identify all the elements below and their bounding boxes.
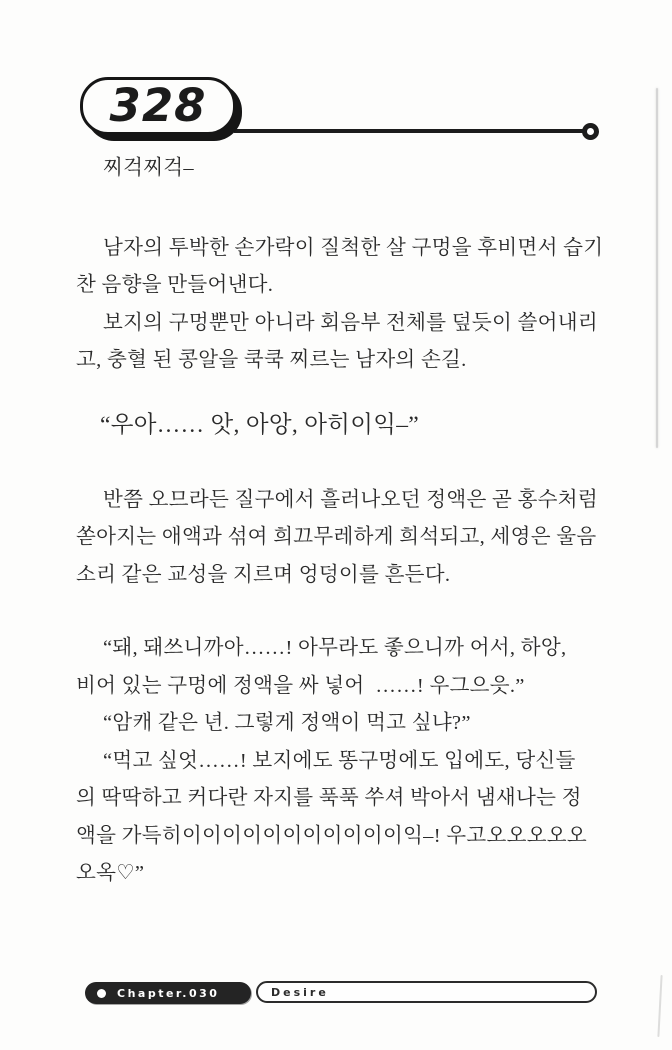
scan-artifact [657,975,662,1037]
dialogue-line: 오옥♡” [76,862,145,884]
paragraph-line: 쏟아지는 애액과 섞여 희끄무레하게 희석되고, 세영은 울음 [76,526,597,548]
body-text [76,150,616,893]
paragraph-line: 보지의 구멍뿐만 아니라 회음부 전체를 덮듯이 쓸어내리 [103,311,598,334]
dialogue-line: “먹고 싶엇……! 보지에도 똥구멍에도 입에도, 당신들 [103,749,576,772]
bullet-dot-icon [97,989,106,998]
dialogue-line: “우아…… 앗, 아앙, 아히이익–” [100,411,419,438]
dialogue-line: 액을 가득히이이이이이이이이이이이익–! 우고오오오오오 [76,824,587,847]
paragraph-line: 남자의 투박한 손가락이 질척한 살 구멍을 후비면서 습기 [103,236,604,259]
page-number-badge [80,77,236,135]
dialogue-line: “암캐 같은 년. 그렇게 정액이 먹고 싶냐?” [103,712,471,734]
dialogue-line: 비어 있는 구멍에 정액을 싸 넣어 ……! 우그으읏.” [76,674,525,697]
dialogue-line: 의 딱딱하고 커다란 자지를 푹푹 쑤셔 박아서 냄새나는 정 [76,787,582,809]
paragraph-line: 고, 충혈 된 콩알을 쿡쿡 찌르는 남자의 손길. [76,349,467,371]
chapter-badge [85,982,251,1004]
header-ring-ornament [582,123,599,140]
paragraph-line: 반쯤 오므라든 질구에서 흘러나오던 정액은 곧 홍수처럼 [103,488,598,511]
paragraph-line: 찬 음향을 만들어낸다. [76,274,274,296]
paragraph-line: 소리 같은 교성을 지르며 엉덩이를 흔든다. [76,563,451,586]
series-title-badge [256,981,597,1003]
header-rule-line [234,129,586,133]
series-title-label: Desire [271,985,329,999]
chapter-label: Chapter.030 [117,986,220,1000]
page-number: 328 [109,78,207,132]
scan-artifact [656,88,658,448]
sound-effect-line: 찌걱찌걱– [103,157,194,179]
dialogue-line: “돼, 돼쓰니까아……! 아무라도 좋으니까 어서, 하앙, [103,637,567,659]
